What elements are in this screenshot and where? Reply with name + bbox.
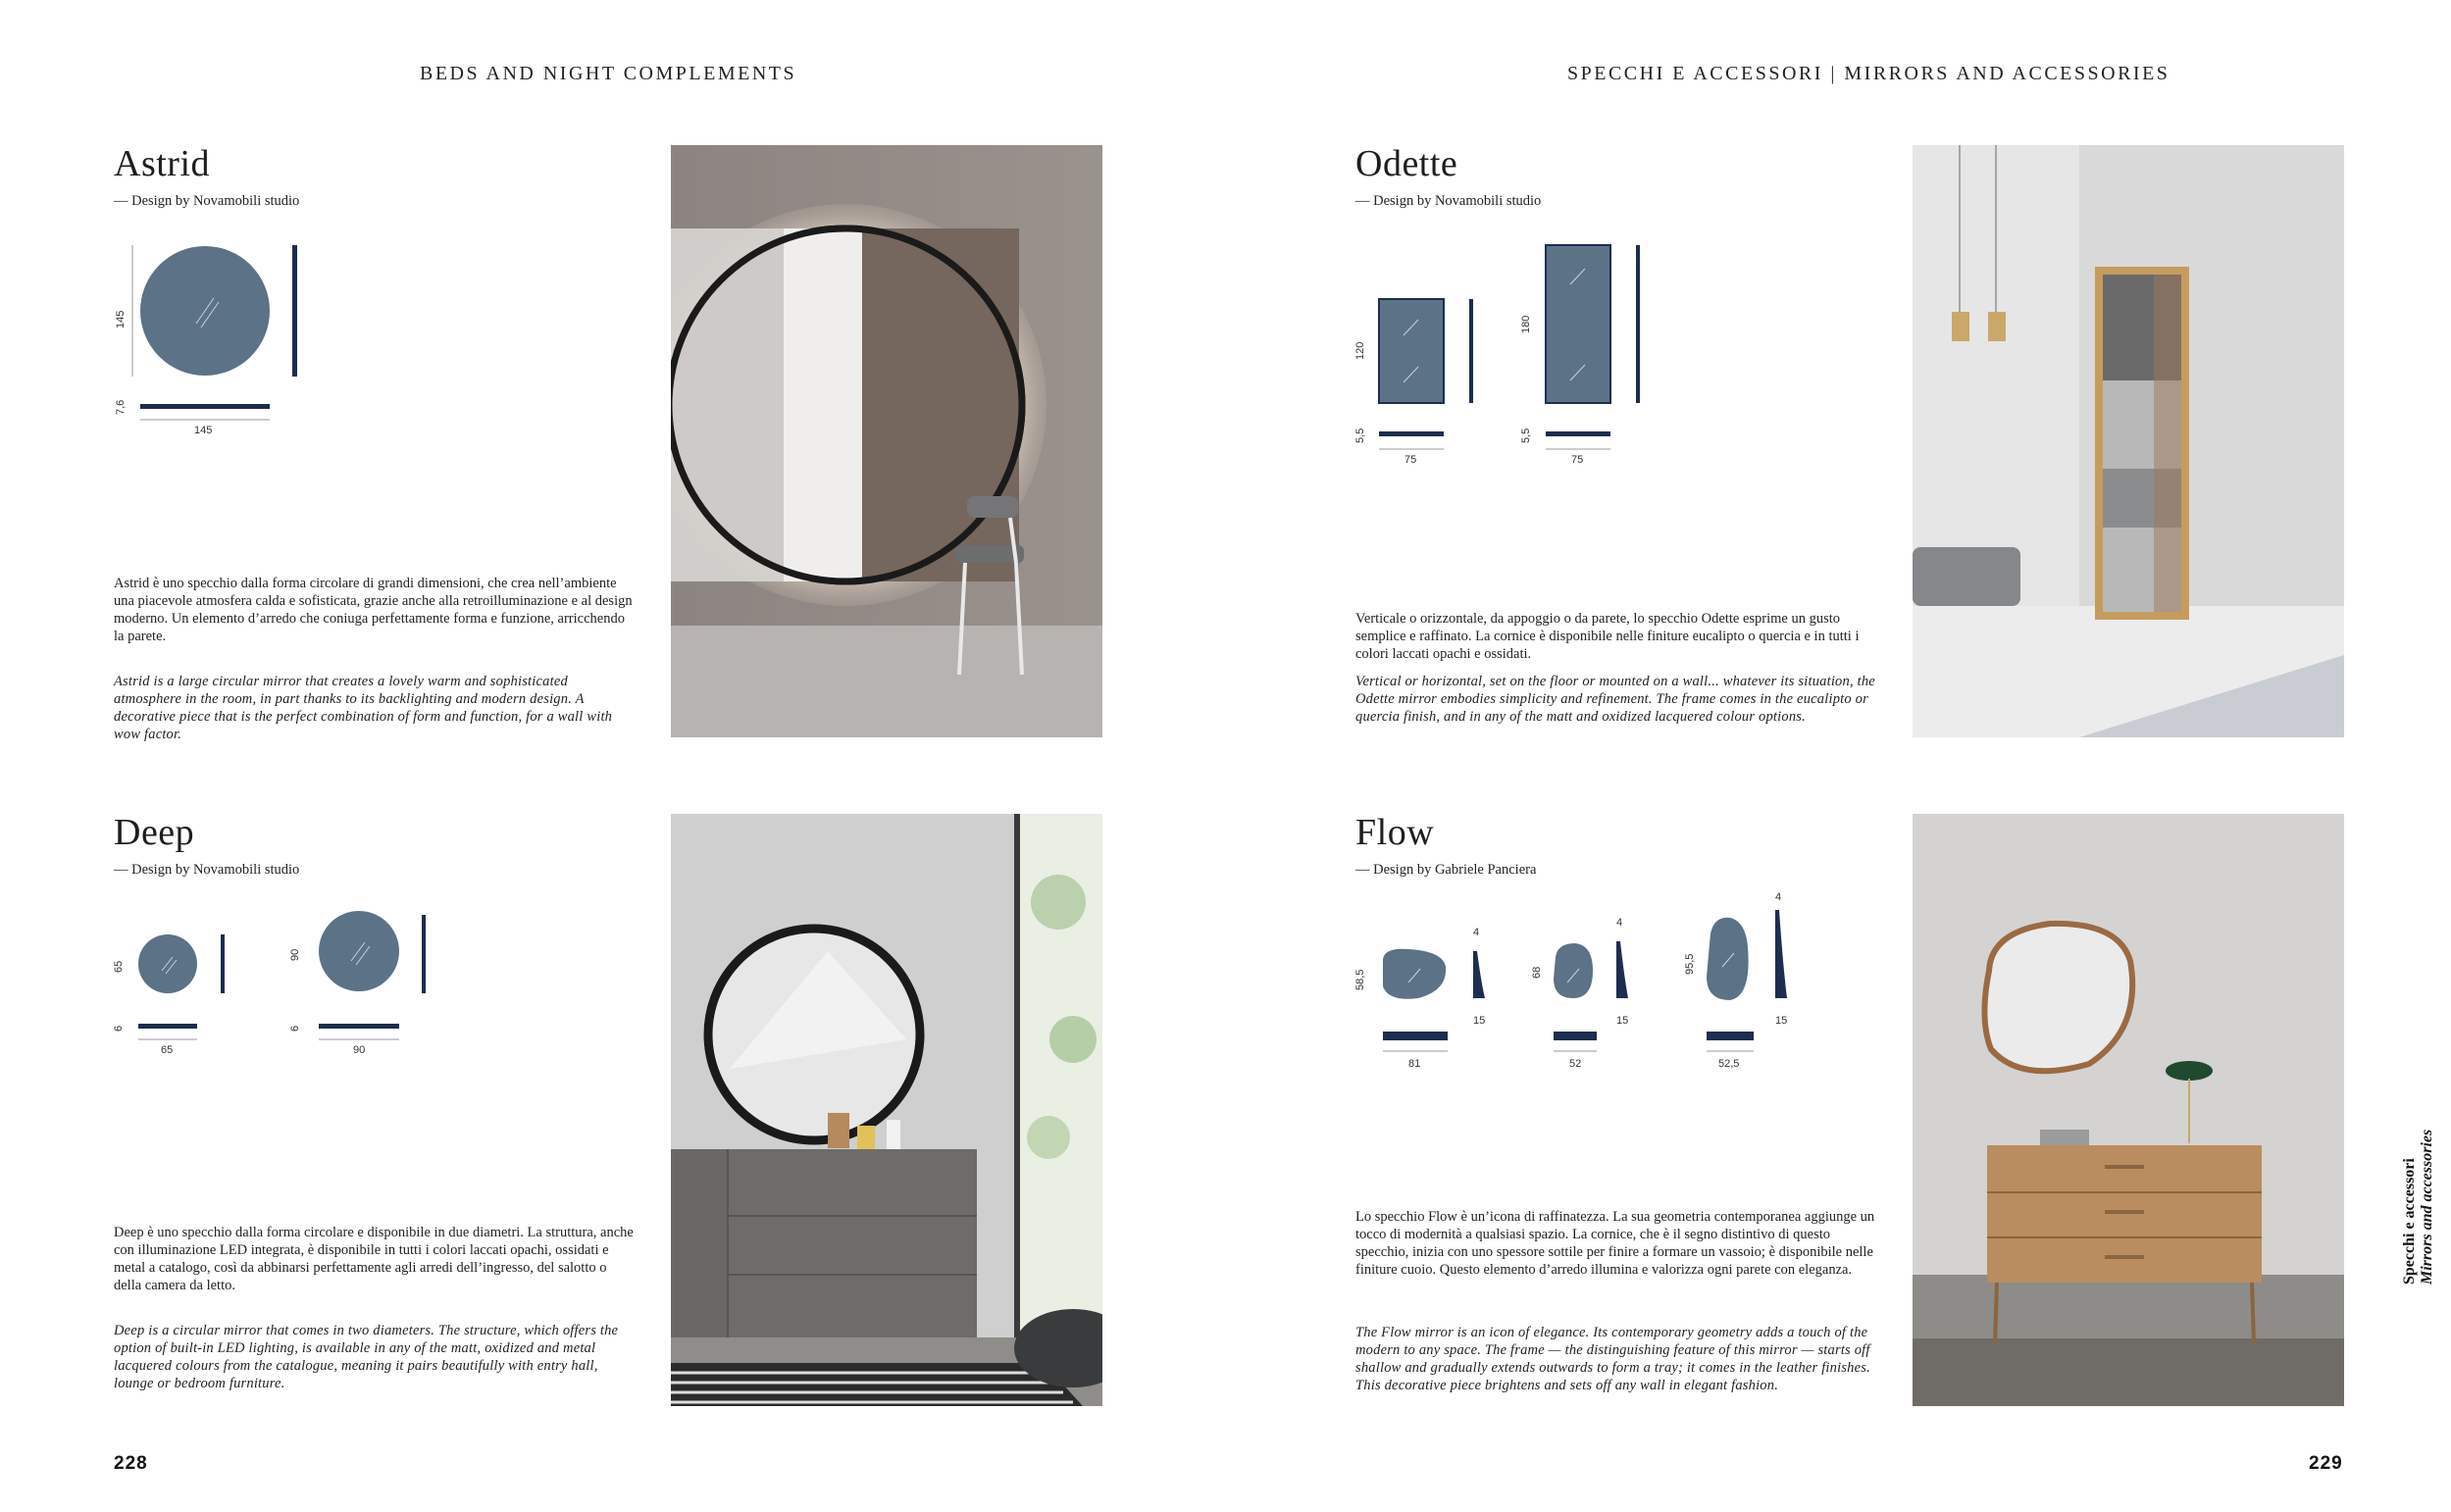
astrid-technical-drawing — [108, 235, 324, 441]
flow-heading — [1355, 814, 1536, 879]
odette-large-width: 75 — [1571, 454, 1584, 466]
section-side-label — [2401, 1088, 2436, 1285]
deep-small-top — [138, 1024, 197, 1029]
astrid-description-it: Astrid è uno specchio dalla forma circolare di grandi dimensioni, che crea nell’ambiente una piacevole atmosfera calda e sofisticata, grazie anche alla retroilluminazione e al design moderno. Un elemento d’arredo che coniuga perfettamente forma e funzione, arricchendo la parete. — [114, 576, 633, 644]
flow-description-it: Lo specchio Flow è un’icona di raffinatezza. La sua geometria contemporanea aggiunge un tocco di modernità a qualsiasi spazio. La cornice, che è il segno distintivo di questo specchio, inizia con uno spessore sottile per finire a formare un vassoio; è disponibile nelle finiture cuoio. Questo elemento d’arredo illumina e valorizza ogni parete con eleganza. — [1355, 1209, 1875, 1278]
side-label-it: Specchi e accessori — [2401, 1158, 2418, 1285]
odette-description-it: Verticale o orizzontale, da appoggio o da parete, lo specchio Odette esprime un gusto semplice e raffinato. La cornice è disponibile nelle finiture eucalipto o quercia e in tutti i colori laccati opachi e ossidati. — [1355, 611, 1860, 662]
deep-small-depth: 6 — [113, 1025, 125, 1032]
odette-technical-drawing — [1350, 235, 1663, 471]
product-title: Astrid — [114, 143, 210, 184]
flow-525-base-depth: 15 — [1775, 1015, 1788, 1027]
flow-52-front — [1554, 943, 1593, 998]
flow-81-width: 81 — [1408, 1058, 1421, 1070]
odette-large-height: 180 — [1520, 315, 1532, 333]
flow-81-front — [1383, 949, 1446, 999]
flow-525-front — [1707, 918, 1749, 1000]
odette-heading — [1355, 145, 1541, 210]
flow-52-height: 68 — [1531, 966, 1543, 979]
odette-small-top — [1379, 431, 1444, 436]
deep-large-depth: 6 — [289, 1025, 301, 1032]
page-number-right: 229 — [2309, 1453, 2343, 1474]
flow-52-side — [1616, 941, 1628, 998]
deep-large-width: 90 — [353, 1044, 366, 1056]
flow-81-side — [1473, 951, 1485, 998]
flow-52-base-depth: 15 — [1616, 1015, 1629, 1027]
product-title: Flow — [1355, 812, 1435, 853]
designer-credit: — Design by Novamobili studio — [1355, 193, 1542, 209]
odette-small-front — [1379, 299, 1444, 403]
flow-81-top-depth: 4 — [1473, 927, 1480, 938]
astrid-width-label: 145 — [194, 425, 213, 436]
odette-large-side — [1636, 245, 1640, 403]
deep-product-photo — [671, 814, 1102, 1406]
astrid-depth-label: 7,6 — [115, 399, 127, 415]
odette-small-height: 120 — [1354, 341, 1366, 360]
astrid-product-photo — [671, 145, 1102, 737]
deep-technical-drawing — [108, 910, 441, 1067]
product-title: Deep — [114, 812, 195, 853]
odette-description-en: Vertical or horizontal, set on the floor or mounted on a wall... whatever its situation, the Odette mirror embodies simplicity and refinement. The frame comes in the eucalipto or quercia finish, and in any of the matt and oxidized lacquered colour options. — [1355, 674, 1875, 725]
deep-description-en: Deep is a circular mirror that comes in two diameters. The structure, which offers the option of built-in LED lighting, is available in any of the matt, oxidized and metal lacquered colours from the catalogue, meaning it pairs beautifully with entry hall, lounge or bedroom furniture. — [114, 1323, 619, 1391]
odette-large-depth: 5,5 — [1520, 428, 1532, 443]
flow-525-width: 52,5 — [1718, 1058, 1740, 1070]
flow-product-photo — [1913, 814, 2344, 1406]
deep-description-it: Deep è uno specchio dalla forma circolare e disponibile in due diametri. La struttura, anche con illuminazione LED integrata, è disponibile in tutti i colori laccati opachi, ossidati e metal a catalogo, così da abbinarsi perfettamente agli arredi dell’ingresso, del salotto o della camera da letto. — [114, 1225, 634, 1293]
deep-heading — [114, 814, 299, 879]
running-header-left: BEDS AND NIGHT COMPLEMENTS — [420, 63, 797, 84]
deep-large-height: 90 — [289, 948, 301, 961]
flow-525-side — [1775, 910, 1787, 998]
astrid-height-label: 145 — [115, 310, 127, 328]
flow-525-top — [1707, 1032, 1754, 1040]
odette-small-depth: 5,5 — [1354, 428, 1366, 443]
deep-large-side — [422, 915, 426, 993]
odette-product-photo — [1913, 145, 2344, 737]
deep-small-height: 65 — [113, 960, 125, 973]
flow-52-width: 52 — [1569, 1058, 1582, 1070]
deep-large-top — [319, 1024, 399, 1029]
flow-81-top — [1383, 1032, 1448, 1040]
flow-description-en: The Flow mirror is an icon of elegance. Its contemporary geometry adds a touch of the modern to any space. The frame — the distinguishing feature of this mirror — starts off shallow and gradually extends outwards to form a tray; it comes in the leather finishes. This decorative piece brightens and sets off any wall in elegant fashion. — [1355, 1325, 1870, 1393]
deep-large-front — [319, 911, 399, 991]
flow-525-top-depth: 4 — [1775, 891, 1782, 903]
flow-81-height: 58,5 — [1354, 969, 1366, 990]
running-header-right: SPECCHI E ACCESSORI | MIRRORS AND ACCESSORIES — [1567, 63, 2170, 84]
odette-small-side — [1469, 299, 1473, 403]
odette-small-width: 75 — [1404, 454, 1417, 466]
product-title: Odette — [1355, 143, 1458, 184]
designer-credit: — Design by Novamobili studio — [114, 193, 300, 209]
flow-technical-drawing — [1350, 888, 1811, 1075]
deep-small-side — [221, 934, 225, 993]
flow-52-top-depth: 4 — [1616, 917, 1623, 929]
flow-81-base-depth: 15 — [1473, 1015, 1486, 1027]
odette-large-top — [1546, 431, 1610, 436]
astrid-heading — [114, 145, 299, 210]
astrid-mirror-top — [140, 404, 270, 409]
astrid-mirror-side — [292, 245, 297, 377]
flow-52-top — [1554, 1032, 1597, 1040]
deep-small-width: 65 — [161, 1044, 174, 1056]
side-label-en: Mirrors and accessories — [2419, 1129, 2435, 1285]
designer-credit: — Design by Novamobili studio — [114, 862, 300, 878]
flow-525-height: 95,5 — [1684, 953, 1696, 975]
page-number-left: 228 — [114, 1453, 148, 1474]
designer-credit: — Design by Gabriele Panciera — [1355, 862, 1537, 878]
odette-large-front — [1546, 245, 1610, 403]
astrid-description-en: Astrid is a large circular mirror that creates a lovely warm and sophisticated atmosphere in the room, in part thanks to its backlighting and modern design. A decorative piece that is the perfect combination of form and function, for a wall with wow factor. — [114, 674, 613, 742]
